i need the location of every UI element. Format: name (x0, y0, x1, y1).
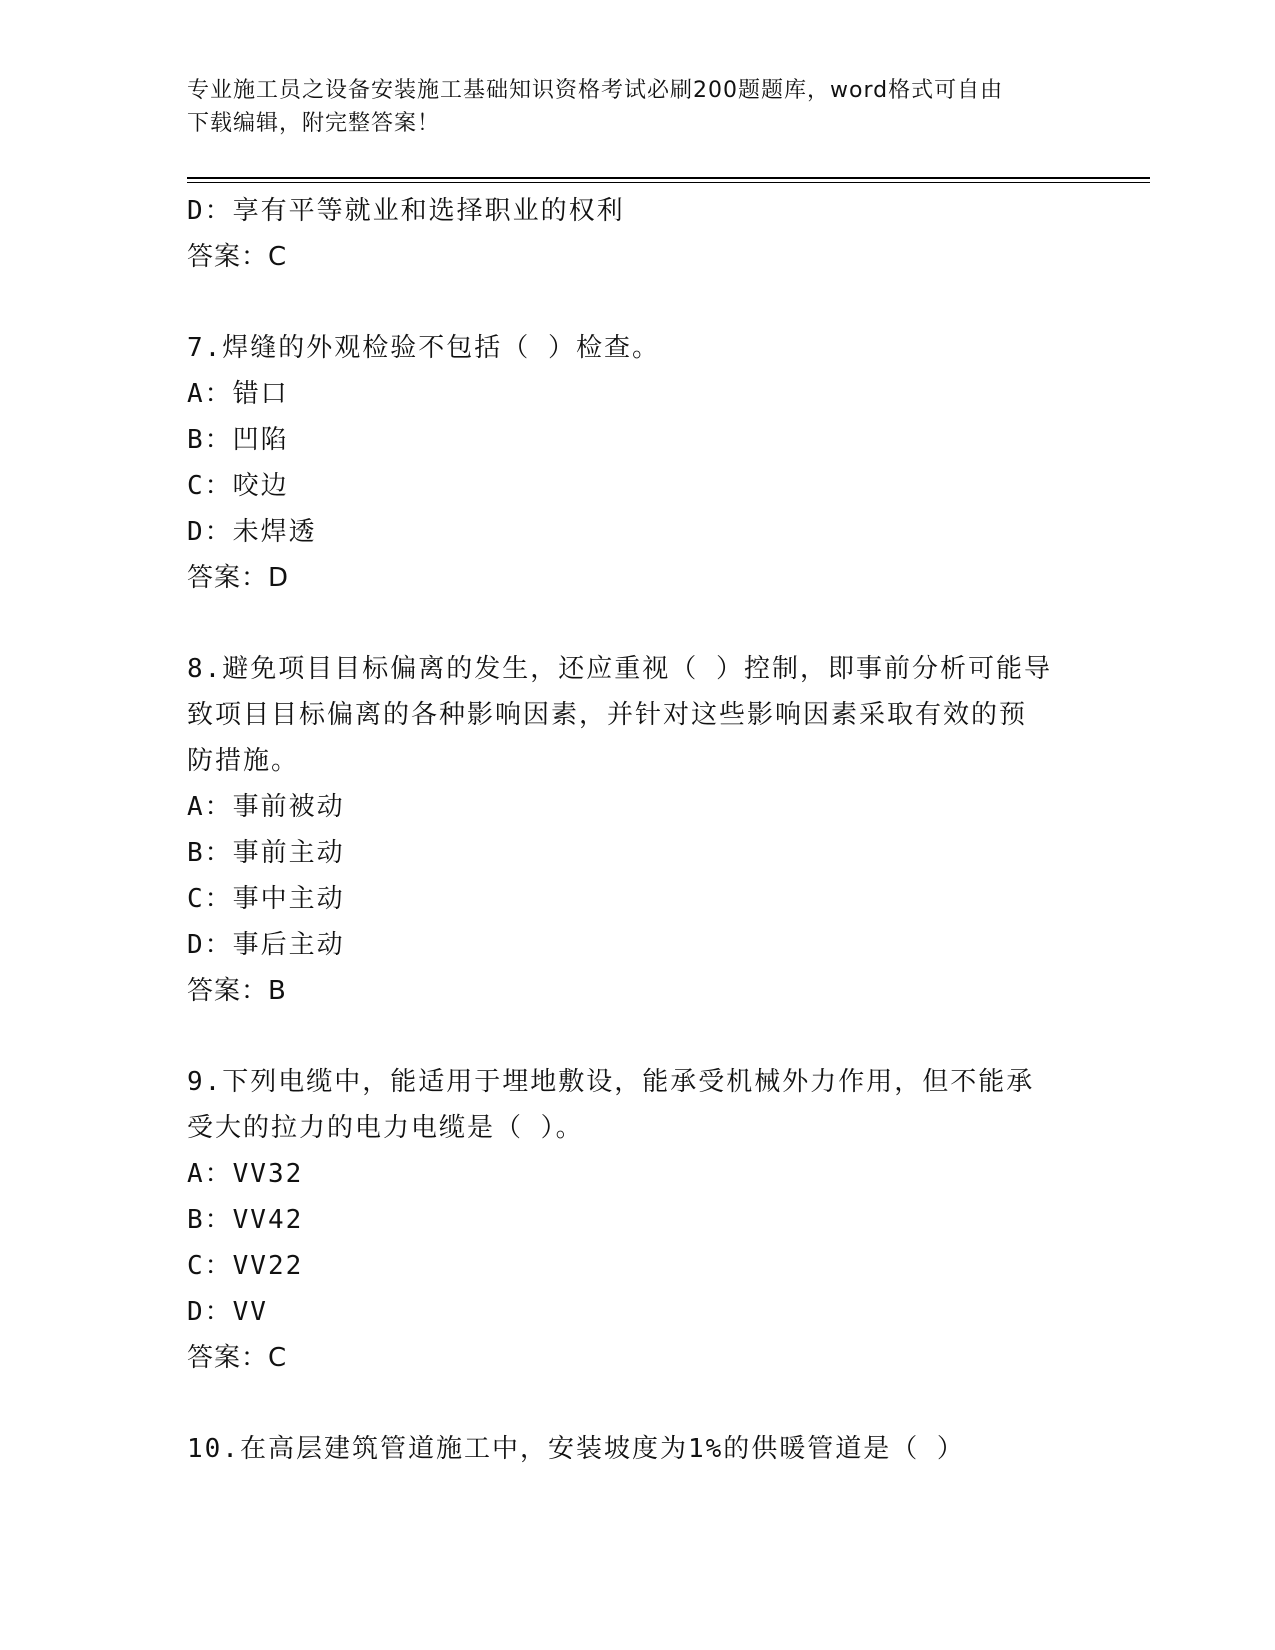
question-stem: 受大的拉力的电力电缆是（ ）。 (187, 1113, 584, 1143)
question-stem: 10.在高层建筑管道施工中，安装坡度为1%的供暖管道是（ ） (187, 1434, 965, 1464)
option-c: C：事中主动 (187, 884, 345, 914)
option-d: D：VV (187, 1297, 268, 1327)
question-stem: 致项目目标偏离的各种影响因素，并针对这些影响因素采取有效的预 (187, 700, 1028, 730)
header-rule-thin (187, 182, 1150, 183)
question-8 (187, 646, 1087, 1014)
header-line-2: 下载编辑，附完整答案！ (187, 111, 441, 136)
option-d: D：享有平等就业和选择职业的权利 (187, 196, 625, 226)
question-stem: 9.下列电缆中，能适用于埋地敷设，能承受机械外力作用，但不能承 (187, 1067, 1035, 1097)
question-10 (187, 1426, 1087, 1472)
question-7 (187, 325, 1087, 601)
option-b: B：凹陷 (187, 425, 289, 455)
option-b: B：事前主动 (187, 838, 345, 868)
option-d: D：未焊透 (187, 517, 317, 547)
answer: 答案：D (187, 563, 290, 593)
option-a: A：VV32 (187, 1159, 304, 1189)
header-rule-thick (187, 177, 1150, 179)
answer: 答案：C (187, 242, 288, 272)
question-stem: 8.避免项目目标偏离的发生，还应重视（ ）控制，即事前分析可能导 (187, 654, 1052, 684)
document-header (187, 74, 1067, 140)
question-list (187, 188, 1087, 1472)
header-line-1: 专业施工员之设备安装施工基础知识资格考试必刷200题题库，word格式可自由 (187, 78, 1004, 103)
option-d: D：事后主动 (187, 930, 345, 960)
option-c: C：VV22 (187, 1251, 304, 1281)
question-stem: 7.焊缝的外观检验不包括（ ）检查。 (187, 333, 660, 363)
option-c: C：咬边 (187, 471, 289, 501)
option-a: A：错口 (187, 379, 289, 409)
option-a: A：事前被动 (187, 792, 345, 822)
option-b: B：VV42 (187, 1205, 304, 1235)
question-9 (187, 1059, 1087, 1381)
answer: 答案：C (187, 1343, 288, 1373)
answer: 答案：B (187, 976, 287, 1006)
question-stem: 防措施。 (187, 746, 300, 776)
